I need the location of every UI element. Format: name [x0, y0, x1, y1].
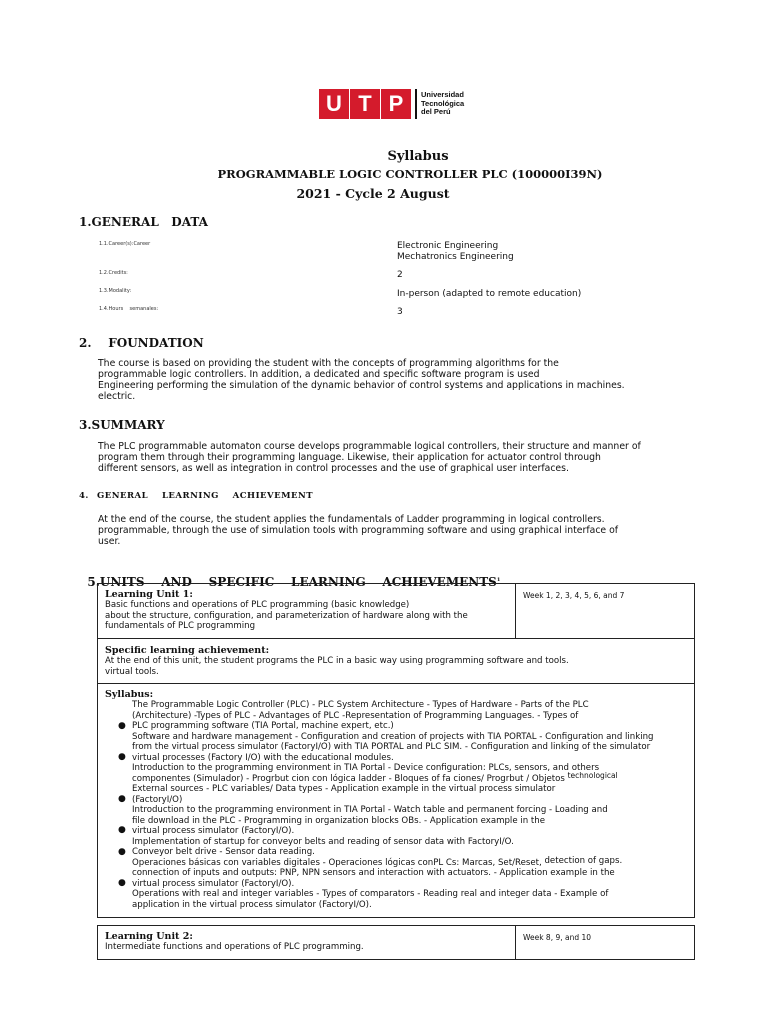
bullet-icon: ● — [118, 721, 126, 731]
achievement-text: At the end of the course, the student applies the fundamentals of Ladder programming in logical controllers. programmable, through the use of simulation tools with programming software and using graphical interface of user. — [98, 514, 619, 547]
unit2-divider — [515, 925, 516, 960]
course-title: PROGRAMMABLE LOGIC CONTROLLER PLC (100000I39N) — [217, 167, 603, 181]
logo-letter-u: U — [319, 89, 349, 119]
unit1-syllabus-text: The Programmable Logic Controller (PLC) - PLC System Architecture - Types of Hardware - Parts of the PLC (Architecture) -Types of PLC - Advantages of PLC -Representation of Programming Languages. - Types of PLC programming software (TIA Portal, machine expert, etc.) Software and hardware management - Configuration and creation of projects with TIA PORTAL - Configuration and linking from the virtual process simulator (FactoryI/O) with TIA PORTAL and PLC SIM. - Configuration and linking of the simulator virtual processes (Factory I/O) with the educational modules. Introduction to the programming environment in TIA Portal - Device configuration: PLCs, sensors, and others componentes (Simulador) - Progrbut cion con lógica ladder - Bloques of fa ciones/ Progrbut / Objetos technological External sources - PLC variables/ Data types - Application example in the virtual process simulator (FactoryI/O) Introduction to the programming environment in TIA Portal - Watch table and permanent forcing - Loading and file download in the PLC - Programming in organization blocks OBs. - Application example in the virtual process simulator (FactoryI/O). Implementation of startup for conveyor belts and reading of sensor data with FactoryI/O. Conveyor belt drive - Sensor data reading. Operaciones básicas con variables digitales - Operaciones lógicas conPL Cs: Marcas, Set/Reset, detection of gaps. connection of inputs and outputs: PNP, NPN sensors and interaction with actuators. - Application example in the virtual process simulator (FactoryI/O). Operations with real and integer variables - Types of comparators - Reading real and integer data - Example of application in the virtual process simulator (FactoryI/O). — [132, 700, 654, 910]
gd-value-credits: 2 — [397, 270, 403, 280]
unit1-separator-1 — [97, 638, 695, 639]
logo-divider — [415, 89, 417, 119]
achievement-number: 4. — [79, 491, 89, 501]
unit1-label: Learning Unit 1: — [105, 589, 193, 600]
foundation-text: The course is based on providing the student with the concepts of programming algorithms for the programmable logic controllers. In addition, a dedicated and specific software program is used Engineering performing the simulation of the dynamic behavior of control systems and applications in machines. electric. — [98, 358, 625, 402]
logo-letter-p: P — [381, 89, 411, 119]
course-period: 2021 - Cycle 2 August — [296, 186, 450, 201]
unit1-divider — [515, 583, 516, 639]
bullet-icon: ● — [118, 825, 126, 835]
bullet-icon: ● — [118, 794, 126, 804]
unit1-achievement-text: At the end of this unit, the student programs the PLC in a basic way using programming software and tools. virtual tools. — [105, 656, 569, 677]
gd-value-hours: 3 — [397, 307, 403, 317]
general-data-heading: 1.GENERAL DATA — [79, 215, 208, 229]
gd-label-career: 1.1.Career(s):Career — [99, 241, 151, 247]
gd-label-modality: 1.3.Modality: — [99, 288, 132, 294]
unit2-label: Learning Unit 2: — [105, 931, 193, 942]
unit2-weeks: Week 8, 9, and 10 — [523, 933, 592, 942]
bullet-icon: ● — [118, 878, 126, 888]
unit1-weeks: Week 1, 2, 3, 4, 5, 6, and 7 — [523, 591, 625, 600]
summary-heading: 3.SUMMARY — [79, 418, 165, 432]
units-heading: 5.UNITS AND SPECIFIC LEARNING ACHIEVEMENTS$^1$ — [87, 575, 501, 589]
gd-label-credits: 1.2.Credits: — [99, 270, 128, 276]
unit1-syllabus-label: Syllabus: — [105, 689, 154, 700]
bullet-icon: ● — [118, 847, 126, 857]
bullet-icon: ● — [118, 752, 126, 762]
unit1-separator-2 — [97, 683, 695, 684]
gd-value-career: Electronic Engineering Mechatronics Engineering — [397, 241, 514, 262]
unit2-description: Intermediate functions and operations of PLC programming. — [105, 942, 364, 952]
unit1-description: Basic functions and operations of PLC programming (basic knowledge) about the structure, configuration, and parameterization of hardware along with the fundamentals of PLC programming — [105, 600, 468, 631]
achievement-heading: GENERAL LEARNING ACHIEVEMENT — [97, 491, 314, 501]
logo-text: Universidad Tecnológica del Perú — [421, 90, 465, 117]
gd-label-hours: 1.4.Hours semanales: — [99, 306, 159, 312]
foundation-heading: 2. FOUNDATION — [79, 336, 204, 350]
unit1-achievement-label: Specific learning achievement: — [105, 645, 270, 656]
summary-text: The PLC programmable automaton course develops programmable logical controllers, their structure and manner of program them through their programming language. Likewise, their application for actuator control through different sensors, as well as integration in control processes and the use of graphical user interfaces. — [98, 441, 641, 474]
utp-logo — [319, 89, 464, 119]
logo-letter-t: T — [350, 89, 380, 119]
gd-value-modality: In-person (adapted to remote education) — [397, 289, 582, 299]
page-title: Syllabus — [387, 149, 449, 164]
